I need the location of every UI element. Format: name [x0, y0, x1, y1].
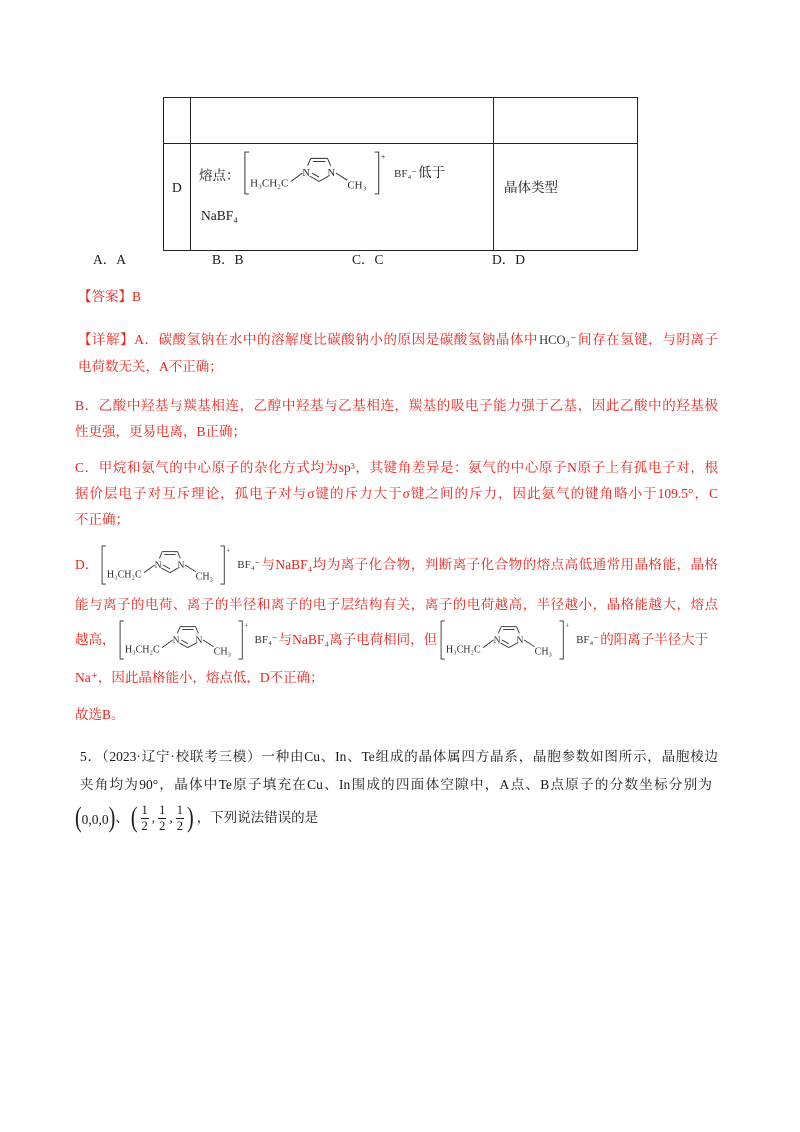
comma: , — [151, 810, 156, 825]
coordinate-a-values: 0,0,0 — [81, 811, 109, 827]
bond — [498, 627, 501, 634]
question5-line2: 夹角均为90°，晶体中Te原子填充在Cu、In围成的四面体空隙中，A点、B点原子的分数坐标分别为 — [80, 777, 712, 792]
anion-formula: BF₄⁻ — [394, 168, 418, 180]
explanation-b-line2: 性更强，更易电离，B正确； — [75, 424, 247, 439]
methyl-group-label: CH₃ — [213, 646, 231, 658]
fraction-denominator: 2 — [159, 818, 166, 833]
coordinate-a — [75, 801, 116, 834]
paren-open: ( — [75, 801, 82, 834]
table-row-label: D — [172, 180, 182, 195]
charge-sign: + — [565, 620, 570, 630]
explanation-text: 【详解】A．碳酸氢钠在水中的溶解度比碳酸钠小的原因是碳酸氢钠晶体中 — [78, 332, 539, 347]
fraction-numerator: 1 — [159, 802, 166, 817]
table-property-cell: 晶体类型 — [504, 180, 558, 195]
explanation-text: 越高， — [75, 632, 116, 647]
explanation-text: 与NaBF₄离子电荷相同，但 — [278, 632, 438, 647]
left-bracket — [102, 546, 106, 584]
option-a: A．A — [93, 252, 126, 267]
charge-sign: + — [380, 152, 386, 162]
right-bracket — [238, 621, 242, 659]
anion-formula: BF₄⁻ — [576, 634, 600, 646]
bond — [524, 640, 535, 647]
left-bracket — [441, 621, 445, 659]
imidazolium-structure-drawing — [438, 619, 574, 661]
bond — [162, 568, 171, 573]
cation-structure — [99, 544, 235, 586]
explanation-c-line1: C．甲烷和氨气的中心原子的杂化方式均为sp³，其键角差异是：氨气的中心原子N原子上有孤电子对，根 — [75, 460, 718, 475]
explanation-c-line3: 不正确； — [75, 512, 129, 527]
fraction-denominator: 2 — [141, 818, 148, 833]
table-statement-tail — [393, 163, 445, 184]
table-cation-structure — [241, 150, 391, 196]
right-bracket — [560, 621, 564, 659]
bond — [336, 173, 348, 180]
ethyl-group-label: H₃CH₂C — [250, 177, 289, 190]
imidazolium-structure-drawing — [99, 544, 235, 586]
cation-structure — [438, 619, 574, 661]
bond — [195, 627, 198, 634]
reference-compound: NaBF₄ — [201, 208, 238, 223]
explanation-d-prefix: D． — [75, 557, 99, 572]
comma: , — [169, 810, 173, 825]
anion-formula: BF₄⁻ — [237, 559, 261, 571]
table-column-divider — [493, 98, 494, 250]
methyl-group-label: CH₃ — [195, 571, 214, 583]
fraction-numerator: 1 — [176, 802, 184, 817]
charge-sign: + — [226, 545, 231, 555]
cation-structure — [117, 619, 253, 661]
fraction — [176, 803, 184, 834]
nitrogen-label: N — [493, 634, 501, 646]
bond — [160, 552, 163, 559]
explanation-b-line1: B．乙酸中羟基与羰基相连，乙醇中羟基与乙基相连，羰基的吸电子能力强于乙基，因此乙酸中的羟基极 — [75, 398, 718, 413]
explanation-d-line4: Na⁺，因此晶格能小，熔点低，D不正确； — [75, 670, 324, 685]
question5-line1: 5．（2023·辽宁·校联考三模）一种由Cu、In、Te组成的晶体属四方晶系，晶胞参数如图所示，晶胞棱边 — [80, 749, 718, 764]
methyl-group-label: CH₃ — [347, 179, 367, 192]
bond — [203, 640, 214, 647]
option-c: C．C — [352, 252, 384, 267]
paren-close: ) — [187, 802, 194, 834]
conclusion-line: 故选B。 — [75, 707, 125, 722]
explanation-text: 的阳离子半径大于 — [600, 632, 709, 647]
explanation-c-line2: 据价层电子对互斥理论，孤电子对与σ键的斥力大于σ键之间的斥力，因此氨气的键角略小于109.5°，C — [75, 486, 718, 501]
explanation-text: 间存在氢键，与阴离子 — [577, 332, 719, 347]
explanation-d-line3 — [75, 619, 708, 661]
bond — [179, 643, 188, 648]
bond — [177, 627, 180, 634]
table-row-divider — [164, 143, 637, 144]
explanation-a-line1 — [78, 330, 718, 350]
fraction — [141, 803, 149, 834]
nitrogen-label: N — [195, 634, 202, 646]
imidazolium-structure-drawing — [241, 150, 391, 196]
charge-sign: + — [243, 620, 248, 630]
nitrogen-label: N — [302, 168, 310, 180]
table-column-divider — [190, 98, 191, 250]
bond — [308, 158, 311, 165]
answer-line: 【答案】B — [78, 289, 142, 304]
bond — [310, 176, 319, 181]
bond — [162, 640, 173, 648]
imidazolium-structure-drawing — [117, 619, 253, 661]
melting-point-prefix: 熔点： — [199, 168, 240, 183]
nitrogen-label: N — [172, 634, 179, 646]
bond — [291, 173, 303, 181]
explanation-text: 与NaBF₄均为离子化合物，判断离子化合物的熔点高低通常用晶格能，晶格 — [261, 557, 718, 572]
bond — [178, 552, 181, 559]
double-bond — [163, 565, 170, 569]
double-bond — [502, 640, 509, 644]
ethyl-group-label: H₃CH₂C — [445, 644, 481, 656]
fraction-numerator: 1 — [141, 802, 148, 817]
comparison-text: 低于 — [418, 165, 446, 180]
option-d: D．D — [492, 252, 525, 267]
left-bracket — [120, 621, 124, 659]
nitrogen-label: N — [516, 634, 524, 646]
right-bracket — [221, 546, 225, 584]
bond — [483, 640, 494, 648]
coordinate-b — [131, 803, 194, 834]
methyl-group-label: CH₃ — [534, 646, 553, 658]
fraction — [158, 803, 166, 834]
right-bracket — [375, 152, 379, 194]
nitrogen-label: N — [327, 168, 336, 180]
bond — [500, 643, 509, 648]
fraction-denominator: 2 — [176, 818, 184, 833]
bond — [144, 565, 155, 573]
explanation-a-line2: 电荷数无关，A不正确； — [78, 359, 223, 374]
bond — [185, 565, 196, 572]
paren-open: ( — [130, 802, 138, 834]
bond — [517, 627, 520, 634]
double-bond — [181, 640, 188, 644]
explanation-d-line2: 能与离子的电荷、离子的半径和离子的电子层结构有关，离子的电荷越高，半径越小，晶格能越大，熔点 — [75, 597, 718, 612]
bicarbonate-formula: HCO₃⁻ — [539, 333, 577, 347]
nitrogen-label: N — [177, 559, 185, 571]
paren-close: ) — [108, 801, 116, 834]
question5-line3-text: ，下列说法错误的是 — [196, 810, 319, 825]
nitrogen-label: N — [154, 559, 162, 571]
ethyl-group-label: H₃CH₂C — [107, 569, 142, 581]
option-b: B．B — [212, 252, 244, 267]
options-table — [163, 97, 638, 251]
coordinate-separator: 、 — [115, 810, 129, 825]
ethyl-group-label: H₃CH₂C — [124, 644, 160, 656]
anion-formula: BF₄⁻ — [254, 634, 278, 646]
bond — [328, 158, 331, 165]
double-bond — [312, 173, 319, 177]
left-bracket — [245, 152, 249, 194]
question5-line3 — [75, 798, 318, 838]
explanation-d-line1 — [75, 544, 718, 586]
